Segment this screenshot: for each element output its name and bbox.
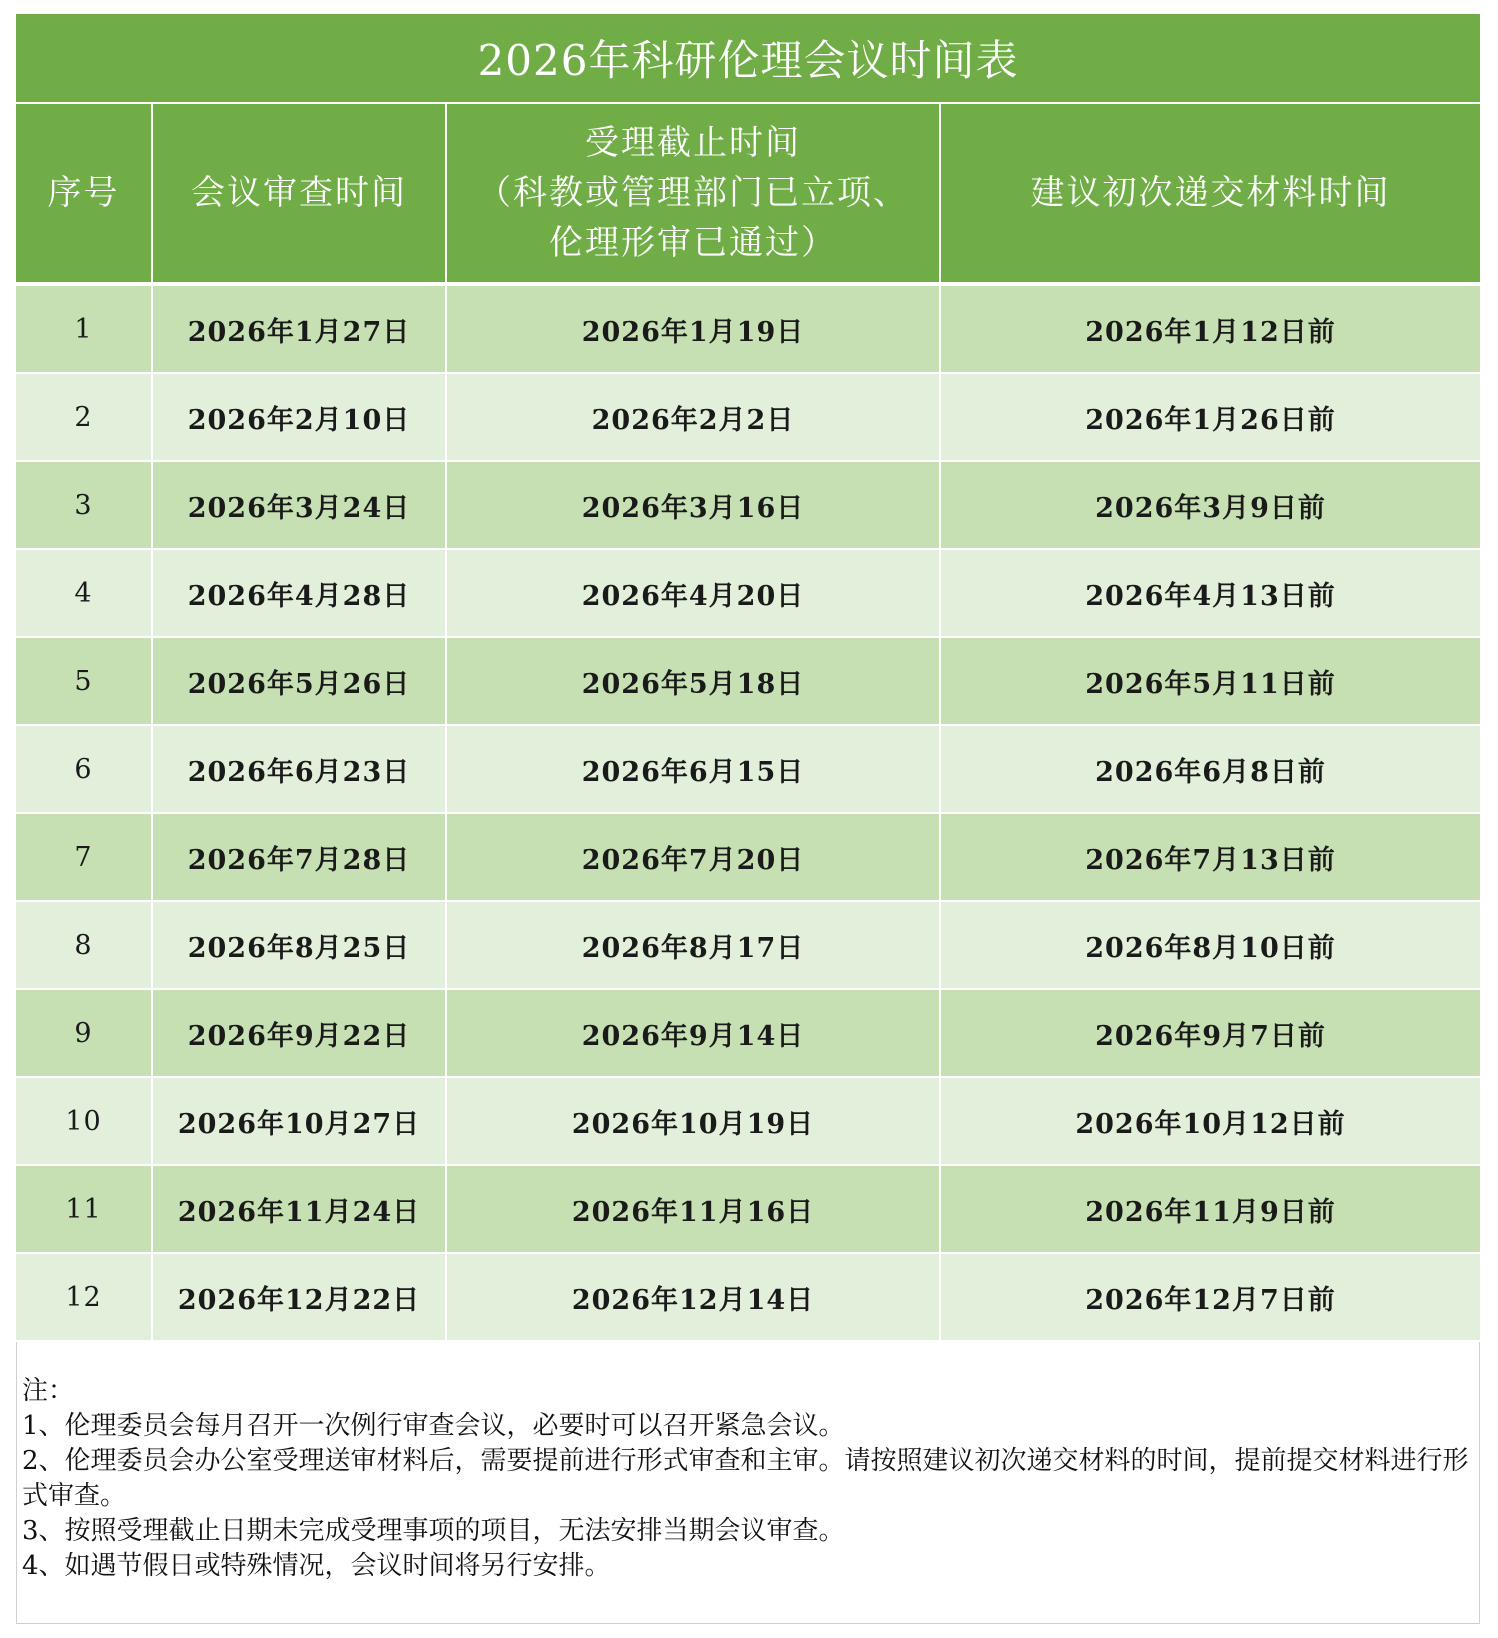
cell-deadline: 2026年9月14日	[446, 989, 940, 1077]
cell-index: 12	[16, 1253, 152, 1341]
cell-meeting-date: 2026年10月27日	[152, 1077, 446, 1165]
note-item-3: 3、按照受理截止日期未完成受理事项的项目，无法安排当期会议审查。	[22, 1516, 845, 1546]
cell-meeting-date: 2026年9月22日	[152, 989, 446, 1077]
header-deadline-line-1: 受理截止时间	[585, 123, 801, 163]
cell-index: 7	[16, 813, 152, 901]
table-row	[16, 1077, 1480, 1165]
header-submit-date: 建议初次递交材料时间	[940, 103, 1480, 282]
cell-meeting-date: 2026年8月25日	[152, 901, 446, 989]
cell-index: 11	[16, 1165, 152, 1253]
header-meeting-date: 会议审查时间	[152, 103, 446, 282]
cell-meeting-date: 2026年6月23日	[152, 725, 446, 813]
cell-deadline: 2026年5月18日	[446, 637, 940, 725]
cell-deadline: 2026年6月15日	[446, 725, 940, 813]
header-row	[16, 103, 1480, 282]
cell-index: 3	[16, 461, 152, 549]
table-row	[16, 1165, 1480, 1253]
table-body	[16, 286, 1480, 1341]
table-row	[16, 725, 1480, 813]
cell-index: 8	[16, 901, 152, 989]
cell-deadline: 2026年7月20日	[446, 813, 940, 901]
table-row	[16, 901, 1480, 989]
cell-meeting-date: 2026年3月24日	[152, 461, 446, 549]
notes-section	[22, 1374, 1474, 1584]
cell-deadline: 2026年11月16日	[446, 1165, 940, 1253]
cell-meeting-date: 2026年11月24日	[152, 1165, 446, 1253]
note-item-2: 2、伦理委员会办公室受理送审材料后，需要提前进行形式审查和主审。请按照建议初次递交材料的时间，提前提交材料进行形式审查。	[22, 1446, 1469, 1511]
cell-deadline: 2026年8月17日	[446, 901, 940, 989]
cell-meeting-date: 2026年5月26日	[152, 637, 446, 725]
header-index: 序号	[16, 103, 152, 282]
table-row	[16, 373, 1480, 461]
table-row	[16, 461, 1480, 549]
cell-index: 2	[16, 373, 152, 461]
cell-index: 9	[16, 989, 152, 1077]
cell-submit-date: 2026年3月9日前	[940, 461, 1480, 549]
header-deadline-line-2: （科教或管理部门已立项、	[477, 173, 909, 213]
header-deadline-line-3: 伦理形审已通过）	[549, 223, 837, 263]
cell-index: 6	[16, 725, 152, 813]
cell-submit-date: 2026年6月8日前	[940, 725, 1480, 813]
cell-submit-date: 2026年1月12日前	[940, 286, 1480, 373]
cell-meeting-date: 2026年4月28日	[152, 549, 446, 637]
cell-submit-date: 2026年11月9日前	[940, 1165, 1480, 1253]
schedule-table	[16, 14, 1480, 1342]
table-row	[16, 989, 1480, 1077]
cell-deadline: 2026年3月16日	[446, 461, 940, 549]
cell-index: 10	[16, 1077, 152, 1165]
cell-index: 1	[16, 286, 152, 373]
cell-deadline: 2026年10月19日	[446, 1077, 940, 1165]
cell-index: 5	[16, 637, 152, 725]
table-row	[16, 813, 1480, 901]
cell-meeting-date: 2026年12月22日	[152, 1253, 446, 1341]
cell-submit-date: 2026年5月11日前	[940, 637, 1480, 725]
cell-submit-date: 2026年10月12日前	[940, 1077, 1480, 1165]
cell-submit-date: 2026年12月7日前	[940, 1253, 1480, 1341]
cell-meeting-date: 2026年1月27日	[152, 286, 446, 373]
notes-heading: 注：	[22, 1376, 75, 1406]
table-title: 2026年科研伦理会议时间表	[16, 14, 1480, 103]
cell-deadline: 2026年1月19日	[446, 286, 940, 373]
cell-submit-date: 2026年8月10日前	[940, 901, 1480, 989]
cell-deadline: 2026年4月20日	[446, 549, 940, 637]
cell-deadline: 2026年2月2日	[446, 373, 940, 461]
cell-submit-date: 2026年7月13日前	[940, 813, 1480, 901]
cell-submit-date: 2026年4月13日前	[940, 549, 1480, 637]
cell-deadline: 2026年12月14日	[446, 1253, 940, 1341]
cell-meeting-date: 2026年2月10日	[152, 373, 446, 461]
cell-submit-date: 2026年1月26日前	[940, 373, 1480, 461]
note-item-1: 1、伦理委员会每月召开一次例行审查会议，必要时可以召开紧急会议。	[22, 1411, 845, 1441]
note-item-4: 4、如遇节假日或特殊情况，会议时间将另行安排。	[22, 1551, 611, 1581]
cell-submit-date: 2026年9月7日前	[940, 989, 1480, 1077]
table-row	[16, 637, 1480, 725]
cell-meeting-date: 2026年7月28日	[152, 813, 446, 901]
table-row	[16, 1253, 1480, 1341]
cell-index: 4	[16, 549, 152, 637]
table-row	[16, 286, 1480, 373]
table-row	[16, 549, 1480, 637]
header-deadline	[446, 103, 940, 282]
